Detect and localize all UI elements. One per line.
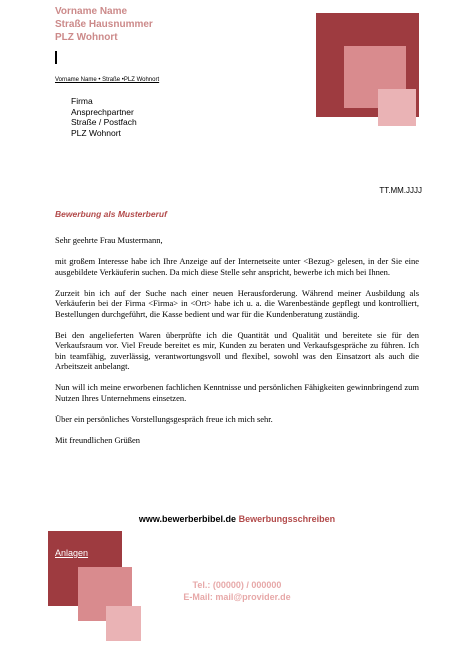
letter-body bbox=[55, 235, 419, 456]
recipient-street: Straße / Postfach bbox=[71, 117, 137, 127]
salutation: Sehr geehrte Frau Mustermann, bbox=[55, 235, 163, 245]
email-address: E-Mail: mail@provider.de bbox=[183, 592, 291, 602]
body-paragraph: Über ein persönliches Vorstellungsgespräch freue ich mich sehr. bbox=[55, 413, 273, 424]
sender-street: Straße Hausnummer bbox=[55, 19, 153, 30]
contact-info bbox=[0, 579, 474, 603]
letter-subject: Bewerbung als Musterberuf bbox=[55, 209, 167, 219]
body-paragraph: Bei den angelieferten Waren überprüfte ich die Quantität und Qualität und bereitete sie für den Verkaufsraum vor. Viel Freude bereitet es mir, Kunden zu beraten und Verkaufsgespräche zu führen. Ich bin teamfähig, zuverlässig, verantwortungsvoll und flexibel, sowohl was den Einsatzort als auch die Arbeitszeit anbelangt. bbox=[55, 329, 419, 371]
decorative-square-light bbox=[378, 89, 416, 126]
website-label: Bewerbungsschreiben bbox=[238, 514, 336, 524]
recipient-contact: Ansprechpartner bbox=[71, 106, 134, 117]
return-address-line: Vorname Name • Straße •PLZ Wohnort bbox=[55, 77, 160, 83]
attachments-link[interactable]: Anlagen bbox=[55, 548, 89, 558]
sender-name: Vorname Name bbox=[55, 6, 128, 17]
website-footer bbox=[0, 514, 474, 524]
website-link[interactable]: www.bewerberbibel.de bbox=[138, 514, 237, 524]
body-paragraph: mit großem Interesse habe ich Ihre Anzeige auf der Internetseite unter <Bezug> gelesen, in der Sie eine ausgebildete Verkäuferin suchen. Da mich diese Stelle sehr anspricht, bewerbe ich mich bei Ihnen. bbox=[55, 256, 419, 277]
recipient-city: PLZ Wohnort bbox=[71, 127, 121, 138]
sender-city: PLZ Wohnort bbox=[55, 32, 118, 43]
closing: Mit freundlichen Grüßen bbox=[55, 434, 140, 445]
recipient-address bbox=[71, 96, 137, 138]
text-cursor bbox=[55, 51, 57, 64]
body-paragraph: Zurzeit bin ich auf der Suche nach einer neuen Herausforderung. Während meiner Ausbildung als Verkäuferin bei der Firma <Firma> in <Ort> habe ich u. a. die Warenbestände gepflegt und kontrolliert, Bestellungen durchgeführt, die Kasse bedient und war für die Kundenberatung zuständig. bbox=[55, 287, 419, 319]
decorative-square-light bbox=[106, 606, 141, 641]
recipient-company: Firma bbox=[71, 96, 93, 106]
sender-address bbox=[55, 5, 153, 44]
letter-date: TT.MM.JJJJ bbox=[379, 186, 422, 195]
phone-number: Tel.: (00000) / 000000 bbox=[192, 580, 282, 590]
body-paragraph: Nun will ich meine erworbenen fachlichen Kenntnisse und persönlichen Fähigkeiten gewinnbringend zum Nutzen Ihres Unternehmens einsetzen. bbox=[55, 382, 419, 403]
